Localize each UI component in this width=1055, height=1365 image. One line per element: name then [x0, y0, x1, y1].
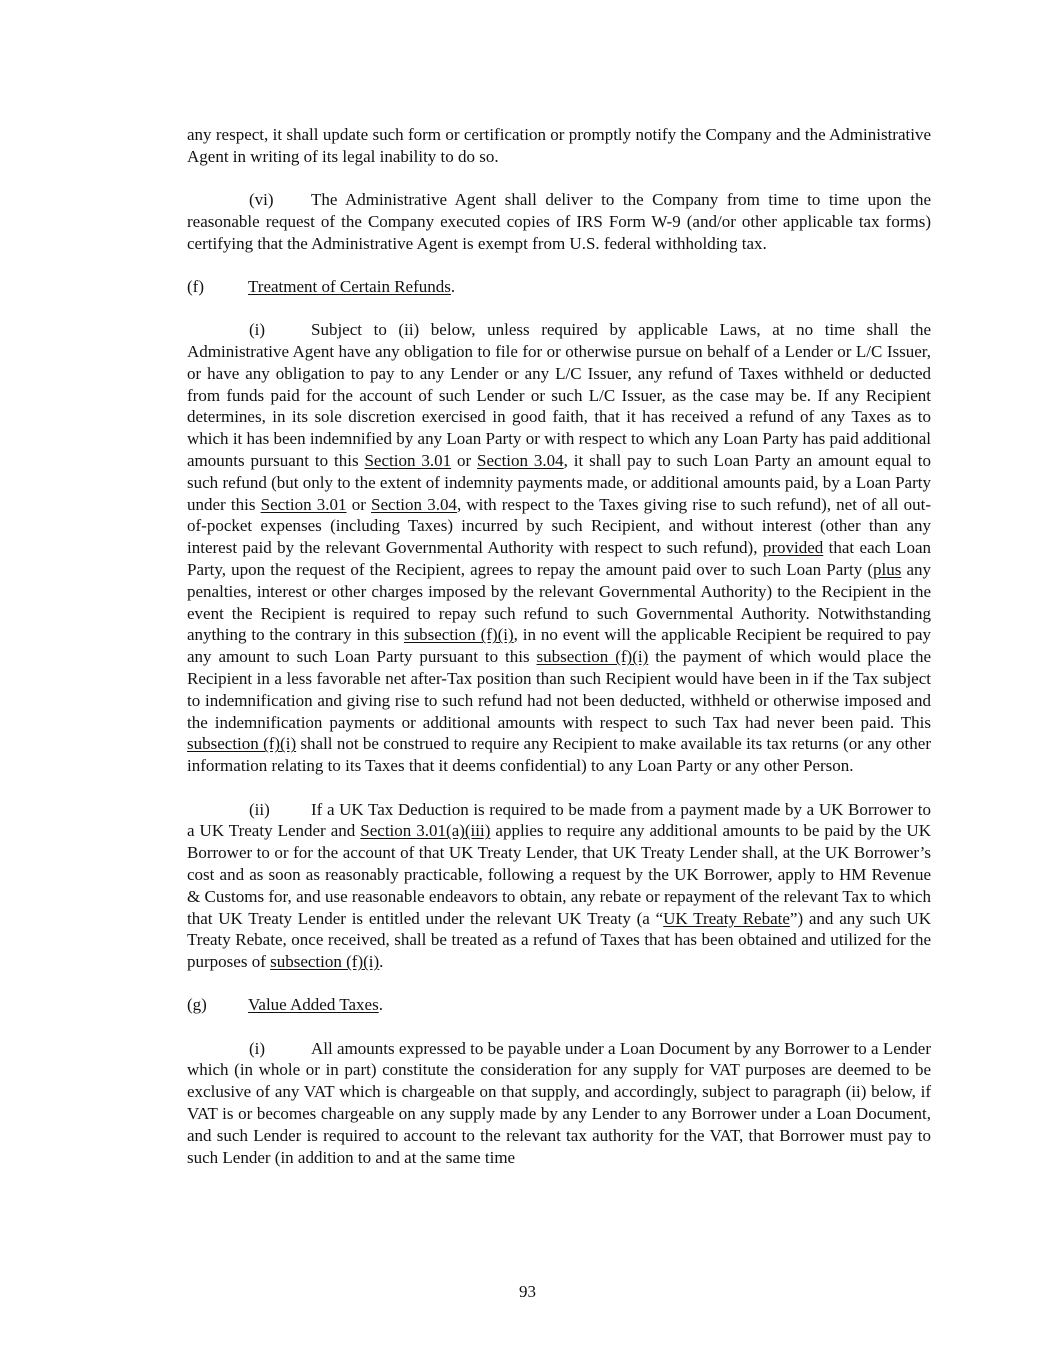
heading-punct: . [378, 995, 383, 1015]
paragraph-text: The Administrative Agent shall deliver to the Company from time to time upon the reasonable request of the Company executed copies of IRS Form W-9 (and/or other applicable tax forms) certifying that the Administrative Agent is exempt from U.S. federal withholding tax. [187, 190, 931, 253]
text-run: ”) and any such UK Treaty Rebate, once received, shall be treated as a refund of Taxes that has been obtained and utilized for the purposes of [187, 908, 931, 972]
defined-term: plus [872, 560, 902, 580]
cross-reference: Section 3.01 [364, 451, 452, 471]
cross-reference: Section 3.04 [477, 451, 564, 471]
paragraph-vi [187, 189, 931, 254]
paragraph-continuation [187, 124, 931, 168]
document-page [187, 124, 931, 1190]
paragraph-f-ii [187, 799, 931, 973]
text-run: shall not be construed to require any Recipient to make available its tax returns (or any other information relating to its Taxes that it deems confidential) to any Loan Party or any other Person. [187, 734, 931, 776]
text-run: , with respect to the Taxes giving rise to such refund), net of all out-of-pocket expenses (including Taxes) incurred by such Recipient, and without interest (other than any interest paid by the relevant Governmental Authority with respect to such refund), [187, 494, 931, 558]
cross-reference: subsection (f)(i) [187, 734, 297, 754]
cross-reference: Section 3.01(a)(iii) [360, 821, 491, 841]
clause-label: (i) [249, 1038, 266, 1058]
text-run: or [346, 494, 372, 514]
section-heading-g [187, 994, 931, 1016]
cross-reference: Section 3.04 [371, 494, 457, 514]
clause-label: (ii) [249, 799, 270, 819]
text-run: . [379, 952, 384, 972]
section-title: Treatment of Certain Refunds [248, 276, 451, 296]
defined-term: provided [762, 538, 824, 558]
text-run: , it shall pay to such Loan Party an amount equal to such refund (but only to the extent of indemnity payments made, or additional amounts paid, by a Loan Party under this [187, 451, 931, 514]
section-label: (f) [187, 276, 204, 296]
cross-reference: subsection (f)(i) [536, 647, 649, 667]
clause-label: (vi) [249, 190, 274, 210]
heading-punct: . [450, 276, 456, 296]
paragraph-f-i [187, 319, 931, 777]
paragraph-g-i [187, 1038, 931, 1169]
section-heading-f [187, 276, 931, 298]
clause-label: (i) [249, 320, 266, 340]
cross-reference: subsection (f)(i) [270, 952, 380, 972]
text-run: any penalties, interest or other charges imposed by the relevant Governmental Authority) to the Recipient in the event the Recipient is required to repay such refund to such Governmental Authority. Notwithstanding anything to the contrary in this [187, 560, 932, 645]
text-run: or [451, 451, 478, 471]
page-number: 93 [519, 1282, 536, 1301]
defined-term: UK Treaty Rebate [663, 908, 790, 928]
paragraph-text: All amounts expressed to be payable under a Loan Document by any Borrower to a Lender which (in whole or in part) constitute the consideration for any supply for VAT purposes are deemed to be exclusive of any VAT which is chargeable on that supply, and accordingly, subject to paragraph (ii) below, if VAT is or becomes chargeable on any supply made by any Lender to any Borrower under a Loan Document, and such Lender is required to account to the relevant tax authority for the VAT, that Borrower must pay to such Lender (in addition to and at the same time [187, 1038, 931, 1167]
section-label: (g) [187, 995, 207, 1015]
paragraph-text: any respect, it shall update such form or certification or promptly notify the Company and the Administrative Agent in writing of its legal inability to do so. [187, 125, 931, 166]
cross-reference: subsection (f)(i) [404, 625, 514, 645]
text-run: applies to require any additional amounts to be paid by the UK Borrower to or for the account of that UK Treaty Lender, that UK Treaty Lender shall, at the UK Borrower’s cost and as soon as reasonably practicable, following a request by the UK Borrower, apply to HM Revenue & Customs for, and use reasonable endeavors to obtain, any rebate or repayment of the relevant Tax to which that UK Treaty Lender is entitled under the relevant UK Treaty (a “ [187, 821, 931, 928]
text-run: the payment of which would place the Recipient in a less favorable net after-Tax position than such Recipient would have been in if the Tax subject to indemnification and giving rise to such refund had not been deducted, withheld or otherwise imposed and the indemnification payments or additional amounts with respect to such Tax had never been paid. This [187, 647, 931, 732]
section-title: Value Added Taxes [248, 995, 379, 1015]
text-run: , in no event will the applicable Recipient be required to pay any amount to such Loan Party pursuant to this [187, 625, 931, 667]
cross-reference: Section 3.01 [260, 494, 347, 514]
text-run: If a UK Tax Deduction is required to be made from a payment made by a UK Borrower to a UK Treaty Lender and [187, 799, 931, 841]
text-run: that each Loan Party, upon the request of the Recipient, agrees to repay the amount paid over to such Loan Party ( [187, 538, 931, 580]
text-run: Subject to (ii) below, unless required by applicable Laws, at no time shall the Administrative Agent have any obligation to file for or otherwise pursue on behalf of a Lender or L/C Issuer, or have any obligation to pay to any Lender or any L/C Issuer, any refund of Taxes withheld or deducted from funds paid for the account of such Lender or such L/C Issuer, as the case may be. If any Recipient determines, in its sole discretion exercised in good faith, that it has received a refund of any Taxes as to which it has been indemnified by any Loan Party or with respect to which any Loan Party has paid additional amounts pursuant to this [187, 320, 931, 471]
